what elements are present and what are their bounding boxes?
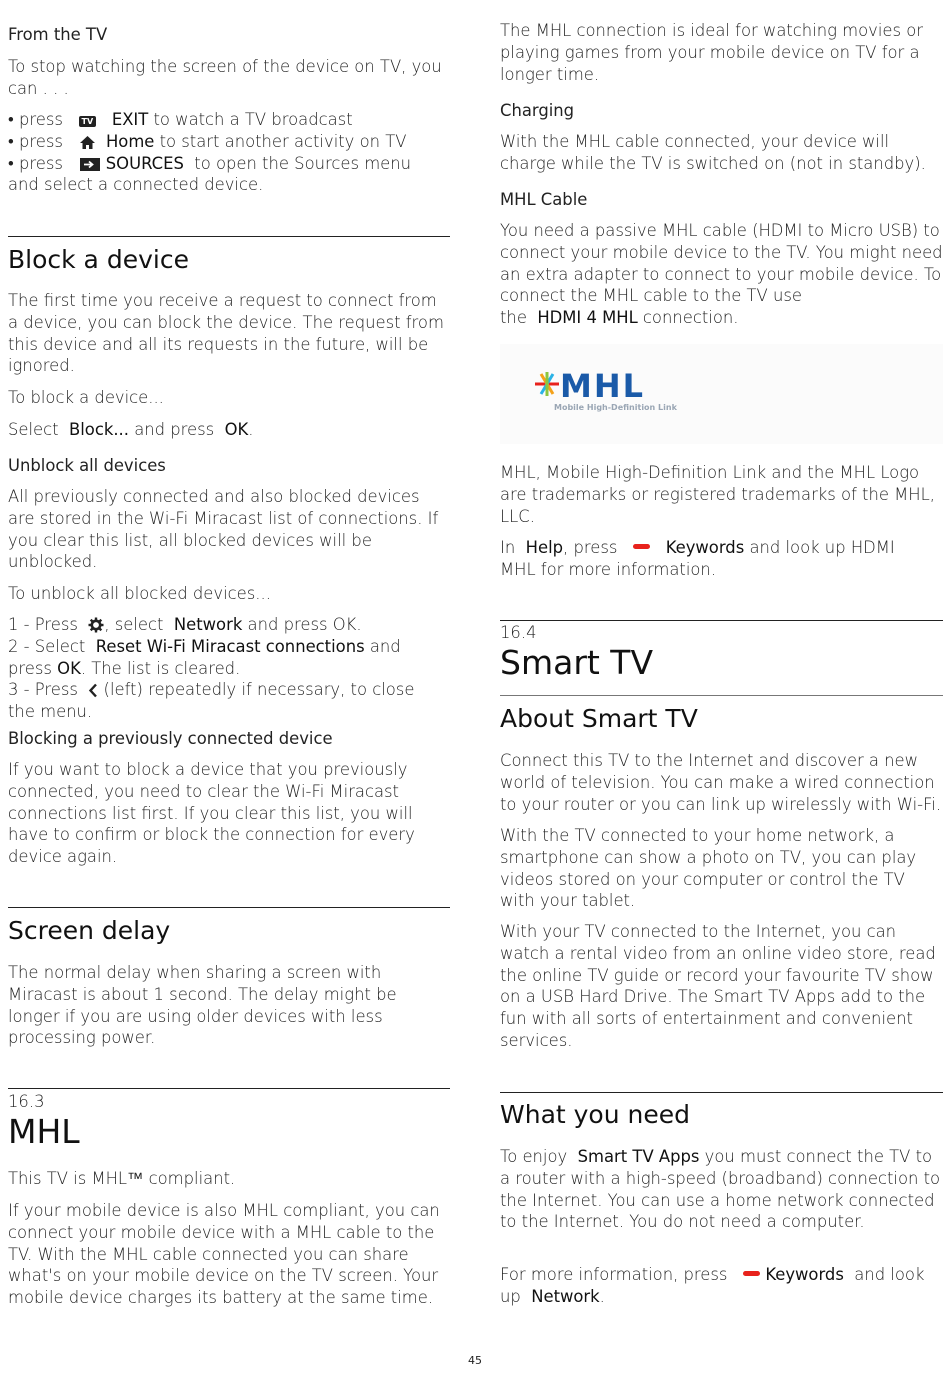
divider xyxy=(8,907,450,908)
screen-delay-title: Screen delay xyxy=(8,916,171,945)
mhl-title: MHL xyxy=(8,1112,80,1151)
gear-icon xyxy=(88,617,104,633)
block-option: Block... xyxy=(69,420,129,439)
mhl-star-icon xyxy=(535,372,559,396)
what-you-need-para: To enjoy Smart TV Apps you must connect the TV to a router with a high-speed (broadband) connection to the Internet. You can use a home network connected to the Internet. You do not need a computer. xyxy=(500,1147,941,1232)
from-tv-bullets xyxy=(8,109,450,196)
mhl-logo xyxy=(500,344,943,444)
mhl-cable-heading: MHL Cable xyxy=(500,190,588,209)
tv-icon: TV xyxy=(79,116,97,127)
more-info-line: For more information, press Keywords and look xyxy=(500,1265,925,1284)
home-key: Home xyxy=(105,131,155,151)
divider xyxy=(8,236,450,237)
page-number: 45 xyxy=(468,1354,482,1367)
block-select-line: Select Block... and press OK. xyxy=(8,420,254,439)
screen-delay-para: The normal delay when sharing a screen with Miracast is about 1 second. The delay might be longer if you are using older devices with less processing power. xyxy=(8,963,397,1048)
divider xyxy=(8,1088,450,1089)
unblock-para: All previously connected and also blocked devices are stored in the Wi-Fi Miracast list of connections. If you clear this list, all blocked devices will be unblocked. xyxy=(8,487,439,572)
from-tv-tail: and select a connected device. xyxy=(8,175,264,195)
network-key: Network xyxy=(531,1286,600,1306)
keywords-key: Keywords xyxy=(665,538,745,557)
unblock-steps xyxy=(8,614,450,723)
sources-key: SOURCES xyxy=(105,153,184,173)
help-line-cont: MHL for more information. xyxy=(500,559,717,579)
mhl-section-number: 16.3 xyxy=(8,1092,45,1111)
what-you-need-title: What you need xyxy=(500,1100,690,1129)
block-device-title: Block a device xyxy=(8,245,189,274)
about-para-1: Connect this TV to the Internet and discover a new world of television. You can make a wired connection to your router or you can link up wirelessly with Wi-Fi. xyxy=(500,751,942,814)
exit-key: EXIT xyxy=(111,110,149,129)
about-para-3: With your TV connected to the Internet, you can watch a rental video from an online video store, read the online TV guide or record your favourite TV show on a USB Hard Drive. The Smart TV Apps add to the fun with all sorts of entertainment and convenient services. xyxy=(500,922,936,1050)
more-info-line-cont: up Network. xyxy=(500,1286,605,1306)
hdmi4-mhl-port: HDMI 4 MHL xyxy=(537,308,638,328)
divider xyxy=(500,695,943,696)
mhl-logo-graphic xyxy=(500,344,943,444)
blocking-prev-heading: Blocking a previously connected device xyxy=(8,729,333,748)
unblock-intro: To unblock all blocked devices... xyxy=(8,584,271,603)
unblock-heading: Unblock all devices xyxy=(8,456,166,475)
trademark-para: MHL, Mobile High-Definition Link and the MHL Logo are trademarks or registered trademarks of the MHL, LLC. xyxy=(500,463,935,526)
help-line: In Help, press Keywords and look up HDMI xyxy=(500,538,895,557)
reset-connections-option: Reset Wi-Fi Miracast connections xyxy=(95,636,365,656)
from-tv-intro: To stop watching the screen of the device on TV, you can . . . xyxy=(8,57,442,98)
divider xyxy=(500,620,943,621)
chevron-left-icon xyxy=(88,683,98,698)
step-2: 2 - Select Reset Wi-Fi Miracast connections and xyxy=(8,636,401,656)
mhl-para: If your mobile device is also MHL compliant, you can connect your mobile device with a MHL cable to the TV. With the MHL cable connected you can share what's on your mobile device on the TV screen. Your mobile device charges its battery at the same time. xyxy=(8,1201,440,1308)
charging-heading: Charging xyxy=(500,101,575,120)
mhl-logo-tagline: Mobile High-Definition Link xyxy=(554,403,677,412)
mhl-logo-word: MHL xyxy=(560,367,646,405)
block-device-intro: To block a device... xyxy=(8,388,164,407)
mhl-cable-para: You need a passive MHL cable (HDMI to Micro USB) to connect your mobile device to the TV. You might need an extra adapter to connect to your mobile device. To connect the MHL cable to the TV use xyxy=(500,221,943,306)
bullet-exit: • press TV EXIT to watch a TV broadcast xyxy=(8,110,353,129)
bullet-sources: • press SOURCES to open the Sources menu xyxy=(8,153,412,173)
network-key: Network xyxy=(173,615,243,634)
home-icon xyxy=(79,135,96,150)
ok-key: OK xyxy=(224,420,249,439)
step-2-cont: press OK. The list is cleared. xyxy=(8,658,241,678)
smart-tv-title: Smart TV xyxy=(500,643,654,682)
about-para-2: With the TV connected to your home network, a smartphone can show a photo on TV, you can play videos stored on your computer or control the TV with your tablet. xyxy=(500,826,917,911)
step-3: 3 - Press (left) repeatedly if necessary, to close xyxy=(8,680,415,700)
from-tv-heading: From the TV xyxy=(8,25,108,44)
divider xyxy=(500,1092,943,1093)
mhl-ideal-para: The MHL connection is ideal for watching movies or playing games from your mobile device on TV for a longer time. xyxy=(500,21,924,84)
help-key: Help xyxy=(525,538,564,557)
step-3-cont: the menu. xyxy=(8,702,93,722)
mhl-cable-connection-line: the HDMI 4 MHL connection. xyxy=(500,308,739,328)
red-key-icon xyxy=(743,1271,760,1276)
from-tv-section xyxy=(8,24,450,46)
mhl-compliant: This TV is MHL™ compliant. xyxy=(8,1169,236,1188)
red-key-icon xyxy=(633,544,650,549)
smart-tv-section-number: 16.4 xyxy=(500,623,537,642)
smart-tv-apps-key: Smart TV Apps xyxy=(577,1147,700,1166)
sources-icon xyxy=(79,157,101,172)
block-device-para: The first time you receive a request to connect from a device, you can block the device. The request from this device and all its requests in the future, will be ignored. xyxy=(8,291,444,376)
bullet-home: • press Home to start another activity on TV xyxy=(8,131,407,151)
blocking-prev-para: If you want to block a device that you previously connected, you need to clear the Wi-Fi Miracast connections list first. If you clear this list, you will have to confirm or block the connection for every device again. xyxy=(8,760,415,867)
step-1: 1 - Press , select Network and press OK. xyxy=(8,615,362,634)
charging-para: With the MHL cable connected, your device will charge while the TV is switched on (not in standby). xyxy=(500,132,926,173)
keywords-key: Keywords xyxy=(765,1265,844,1284)
about-smart-tv-title: About Smart TV xyxy=(500,704,698,733)
